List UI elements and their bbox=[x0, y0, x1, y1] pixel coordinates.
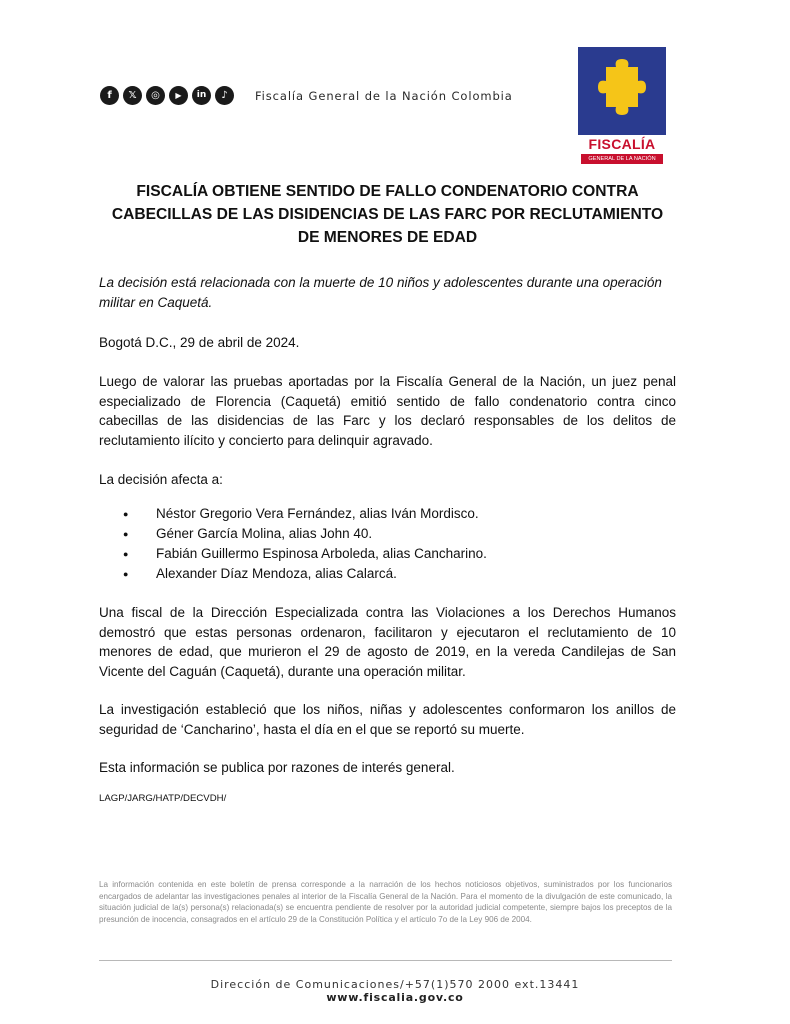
facebook-icon[interactable]: f bbox=[100, 86, 119, 105]
author-initials: LAGP/JARG/HATP/DECVDH/ bbox=[99, 792, 227, 804]
paragraph-2: Una fiscal de la Dirección Especializada contra las Violaciones a los Derechos Humanos demostró que estas personas ordenaron, facilitaron y ejecutaron el reclutamiento de 10 menores de edad, que murieron el 29 de agosto de 2019, en la vereda Candilejas de San Vicente del Caguán (Caquetá), durante una operación militar. bbox=[99, 605, 676, 679]
press-release-body bbox=[99, 180, 676, 806]
paragraph-4: Esta información se publica por razones de interés general. bbox=[99, 760, 455, 775]
headline: FISCALÍA OBTIENE SENTIDO DE FALLO CONDENATORIO CONTRA CABECILLAS DE LAS DISIDENCIAS DE LAS FARC POR RECLUTAMIENTO DE MENORES DE EDAD bbox=[111, 183, 664, 246]
organization-name: Fiscalía General de la Nación Colombia bbox=[255, 89, 513, 103]
dateline: Bogotá D.C., 29 de abril de 2024. bbox=[99, 335, 300, 350]
list-intro: La decisión afecta a: bbox=[99, 472, 223, 487]
list-item: ● Géner García Molina, alias John 40. bbox=[156, 524, 676, 544]
list-item: ● Alexander Díaz Mendoza, alias Calarcá. bbox=[156, 564, 676, 584]
youtube-icon[interactable]: ▶ bbox=[169, 86, 188, 105]
contact-line: Dirección de Comunicaciones/+57(1)570 2000 ext.13441 bbox=[210, 978, 580, 991]
fiscalia-logo bbox=[578, 47, 666, 167]
paragraph-1: Luego de valorar las pruebas aportadas por la Fiscalía General de la Nación, un juez penal especializado de Florencia (Caquetá) emitió sentido de fallo condenatorio contra cinco cabecillas de las disidencias de las Farc y los declaró responsables de los delitos de reclutamiento ilícito y concierto para delinquir agravado. bbox=[99, 374, 676, 448]
logo-brand-text: FISCALÍA bbox=[588, 136, 656, 152]
tiktok-icon[interactable]: ♪ bbox=[215, 86, 234, 105]
logo-tagline: GENERAL DE LA NACIÓN bbox=[581, 154, 663, 164]
social-links bbox=[100, 86, 234, 105]
footer-divider bbox=[99, 960, 672, 961]
paragraph-3: La investigación estableció que los niños, niñas y adolescentes conformaron los anillos de seguridad de ‘Cancharino’, hasta el día en el que se reportó su muerte. bbox=[99, 702, 676, 737]
legal-disclaimer: La información contenida en este boletín de prensa corresponde a la narración de los hechos noticiosos objetivos, suministrados por los funcionarios encargados de adelantar las investigaciones penales al interior de la Fiscalía General de la Nación. Para el momento de la divulgación de este comunicado, la situación judicial de la(s) persona(s) relacionada(s) se encuentra pendiente de resolver por la autoridad judicial competente, siempre bajos los preceptos de la presunción de inocencia, consagrados en el artículo 29 de la Constitución Política y el artículo 7o de la Ley 906 de 2004. bbox=[99, 880, 672, 924]
x-icon[interactable]: 𝕏 bbox=[123, 86, 142, 105]
list-item: ● Fabián Guillermo Espinosa Arboleda, alias Cancharino. bbox=[156, 544, 676, 564]
list-item: ● Néstor Gregorio Vera Fernández, alias Iván Mordisco. bbox=[156, 504, 676, 524]
subheadline: La decisión está relacionada con la muerte de 10 niños y adolescentes durante una operación militar en Caquetá. bbox=[99, 275, 662, 310]
puzzle-piece-icon bbox=[592, 55, 652, 127]
logo-emblem bbox=[578, 47, 666, 135]
convicted-list bbox=[99, 504, 676, 584]
instagram-icon[interactable]: ◎ bbox=[146, 86, 165, 105]
page-header bbox=[0, 0, 790, 170]
website-link[interactable]: www.fiscalia.gov.co bbox=[326, 991, 464, 1004]
linkedin-icon[interactable]: in bbox=[192, 86, 211, 105]
